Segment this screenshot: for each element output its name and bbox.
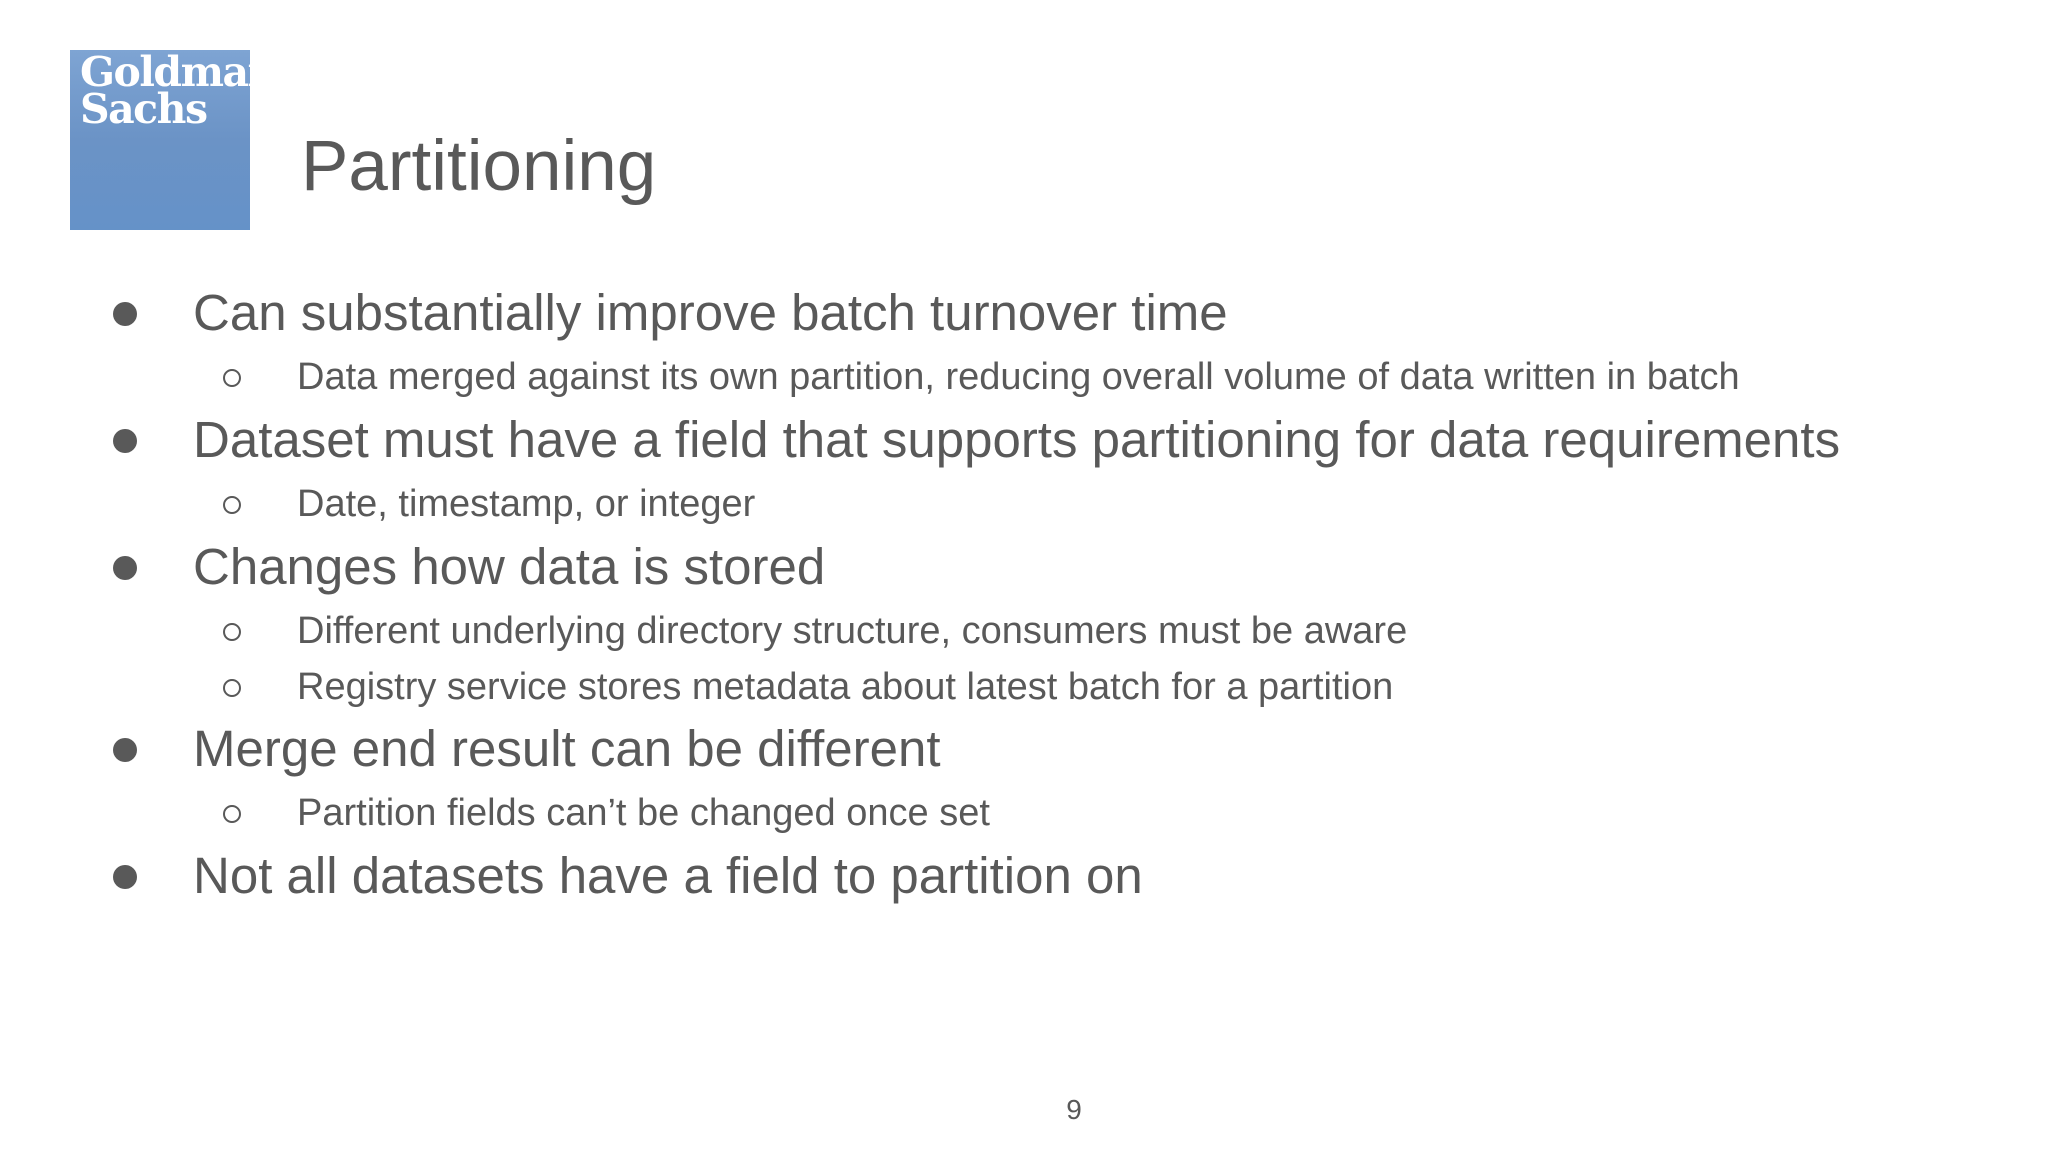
hollow-bullet-icon xyxy=(223,805,241,823)
sub-bullet-text: Date, timestamp, or integer xyxy=(297,483,756,525)
bullet-text: Dataset must have a field that supports partitioning for data requirements xyxy=(193,411,1841,468)
sub-bullet-text: Registry service stores metadata about latest batch for a partition xyxy=(297,666,1394,708)
bullet-text: Changes how data is stored xyxy=(193,538,826,595)
sub-bullet-text: Different underlying directory structure, consumers must be aware xyxy=(297,610,1408,652)
page-number: 9 xyxy=(1066,1094,1082,1125)
hollow-bullet-icon xyxy=(223,679,241,697)
sub-bullet-text: Partition fields can’t be changed once set xyxy=(297,792,990,834)
filled-bullet-icon xyxy=(113,302,137,326)
slide-title: Partitioning xyxy=(301,127,657,206)
sub-bullet-text: Data merged against its own partition, reducing overall volume of data written in batch xyxy=(297,356,1740,398)
filled-bullet-icon xyxy=(113,556,137,580)
hollow-bullet-icon xyxy=(223,369,241,387)
filled-bullet-icon xyxy=(113,429,137,453)
logo-line-2: Sachs xyxy=(80,85,207,133)
hollow-bullet-icon xyxy=(223,496,241,514)
hollow-bullet-icon xyxy=(223,623,241,641)
bullet-text: Merge end result can be different xyxy=(193,720,941,777)
filled-bullet-icon xyxy=(113,738,137,762)
filled-bullet-icon xyxy=(113,865,137,889)
logo-line-1: Goldman xyxy=(80,48,276,96)
bullet-text: Can substantially improve batch turnover time xyxy=(193,284,1228,341)
bullet-text: Not all datasets have a field to partition on xyxy=(193,847,1143,904)
